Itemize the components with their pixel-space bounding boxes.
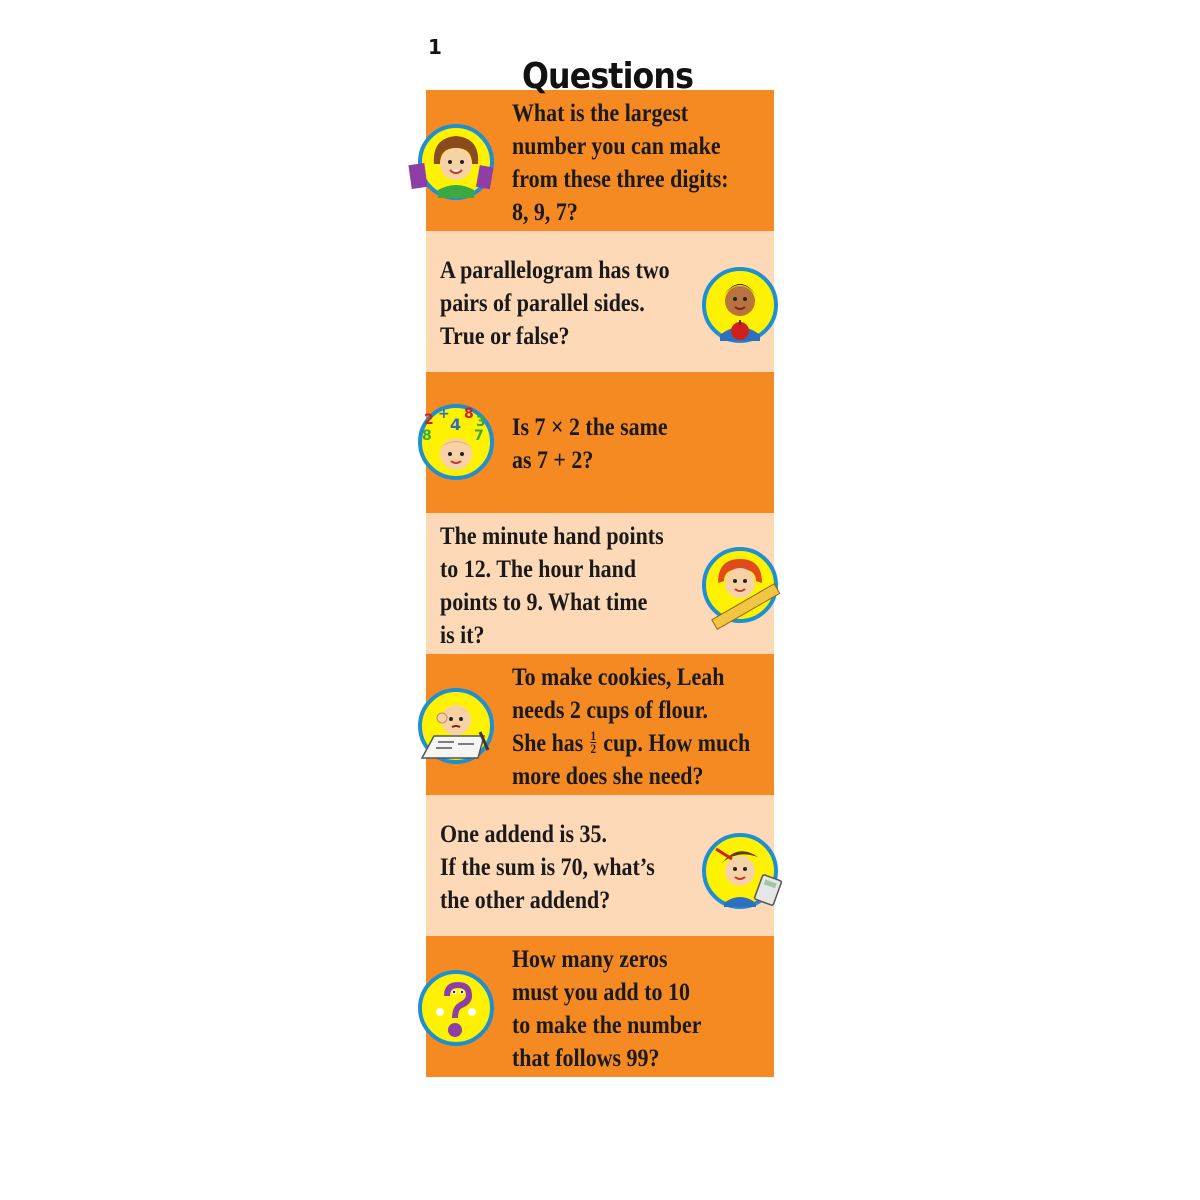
fraction-line: She has $\frac{1}{2}$ cup. How much xyxy=(512,727,751,757)
question-text-6: One addend is 35. If the sum is 70, what’s the other addend? xyxy=(440,819,655,914)
question-card-6 xyxy=(426,795,774,936)
question-card-2 xyxy=(426,231,774,372)
question-card-3 xyxy=(422,372,774,513)
svg-text:+: + xyxy=(438,406,450,422)
question-text-5: To make cookies, Leah needs 2 cups of flour. She has $\frac{1}{2}$ cup. How much more does she need? xyxy=(512,662,751,790)
question-card-1 xyxy=(426,90,774,231)
boy-with-calculator-icon xyxy=(702,833,778,909)
page-title: Questions xyxy=(522,56,694,97)
question-text-2: A parallelogram has two pairs of parallel sides. True or false? xyxy=(440,255,670,350)
question-mark-character-icon xyxy=(418,970,494,1046)
svg-text:2: 2 xyxy=(424,412,434,428)
svg-text:7: 7 xyxy=(474,428,484,444)
boy-thinking-with-notepad-icon xyxy=(418,688,494,764)
question-card-7 xyxy=(426,936,774,1077)
question-text-4: The minute hand points to 12. The hour hand points to 9. What time is it? xyxy=(440,521,664,649)
girl-with-ruler-icon xyxy=(702,547,778,623)
question-text-1: What is the largest number you can make from these three digits: 8, 9, 7? xyxy=(512,98,729,226)
boy-with-apple-icon xyxy=(702,267,778,343)
questions-strip xyxy=(422,90,774,1077)
fraction-one-half: $\frac{1}{2}$ xyxy=(590,727,597,756)
svg-text:4: 4 xyxy=(450,415,462,434)
question-card-4 xyxy=(426,513,774,654)
svg-text:3: 3 xyxy=(476,414,486,430)
svg-text:8: 8 xyxy=(422,428,432,444)
svg-text:8: 8 xyxy=(464,406,474,422)
girl-holding-numbers-icon xyxy=(418,124,494,200)
question-text-3: Is 7 × 2 the same as 7 + 2? xyxy=(512,412,668,474)
question-text-7: How many zeros must you add to 10 to make the number that follows 99? xyxy=(512,944,702,1072)
page-number: 1 xyxy=(428,35,442,59)
boy-with-numbers-on-head-icon xyxy=(418,404,494,480)
question-card-5 xyxy=(426,654,774,795)
